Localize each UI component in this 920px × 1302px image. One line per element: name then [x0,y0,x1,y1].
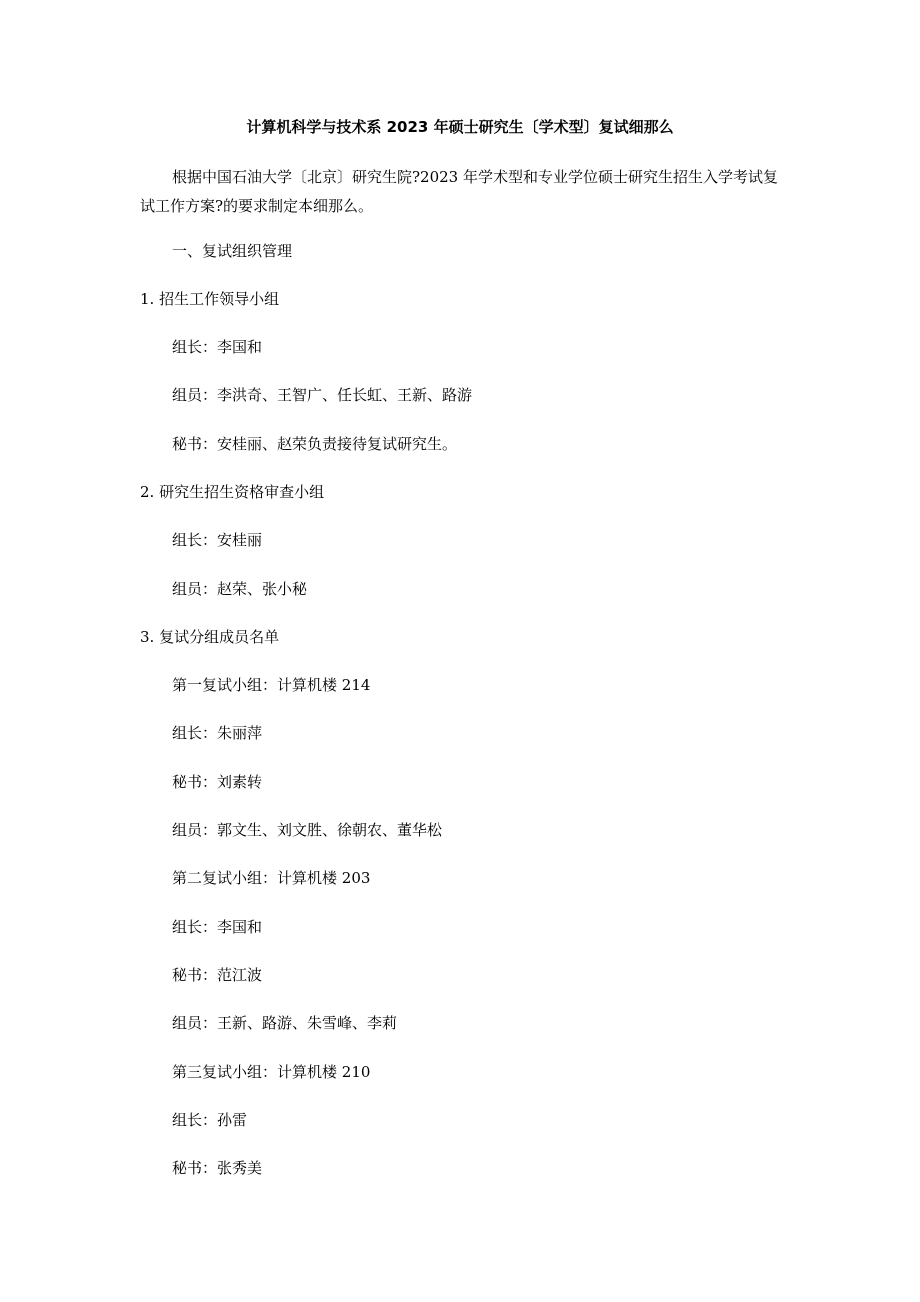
group-one-heading: 第一复试小组：计算机楼 214 [172,676,371,694]
subsection-qualification-review: 2. 研究生招生资格审查小组 [140,483,325,501]
document-title: 计算机科学与技术系 2023 年硕士研究生〔学术型〕复试细那么 [246,118,674,136]
members-line: 组员：赵荣、张小秘 [172,580,308,598]
intro-paragraph: 根据中国石油大学〔北京〕研究生院?2023 年学术型和专业学位硕士研究生招生入学考试复试工作方案?的要求制定本细那么。 [140,168,778,215]
group-two-heading: 第二复试小组：计算机楼 203 [172,869,371,887]
members-line: 组员：郭文生、刘文胜、徐朝农、董华松 [172,821,443,839]
subsection-leadership-group: 1. 招生工作领导小组 [140,290,280,308]
leader-line: 组长：安桂丽 [172,531,263,549]
secretary-line: 秘书：安桂丽、赵荣负责接待复试研究生。 [172,435,458,453]
leader-line: 组长：李国和 [172,918,263,936]
leader-line: 组长：李国和 [172,338,263,356]
secretary-line: 秘书：刘素转 [172,773,263,791]
subsection-group-list: 3. 复试分组成员名单 [140,628,280,646]
secretary-line: 秘书：张秀美 [172,1159,263,1177]
members-line: 组员：王新、路游、朱雪峰、李莉 [172,1014,398,1032]
group-three-heading: 第三复试小组：计算机楼 210 [172,1063,371,1081]
secretary-line: 秘书：范江波 [172,966,263,984]
leader-line: 组长：孙雷 [172,1111,248,1129]
members-line: 组员：李洪奇、王智广、任长虹、王新、路游 [172,386,473,404]
leader-line: 组长：朱丽萍 [172,724,263,742]
section-heading-organization: 一、复试组织管理 [172,242,293,260]
